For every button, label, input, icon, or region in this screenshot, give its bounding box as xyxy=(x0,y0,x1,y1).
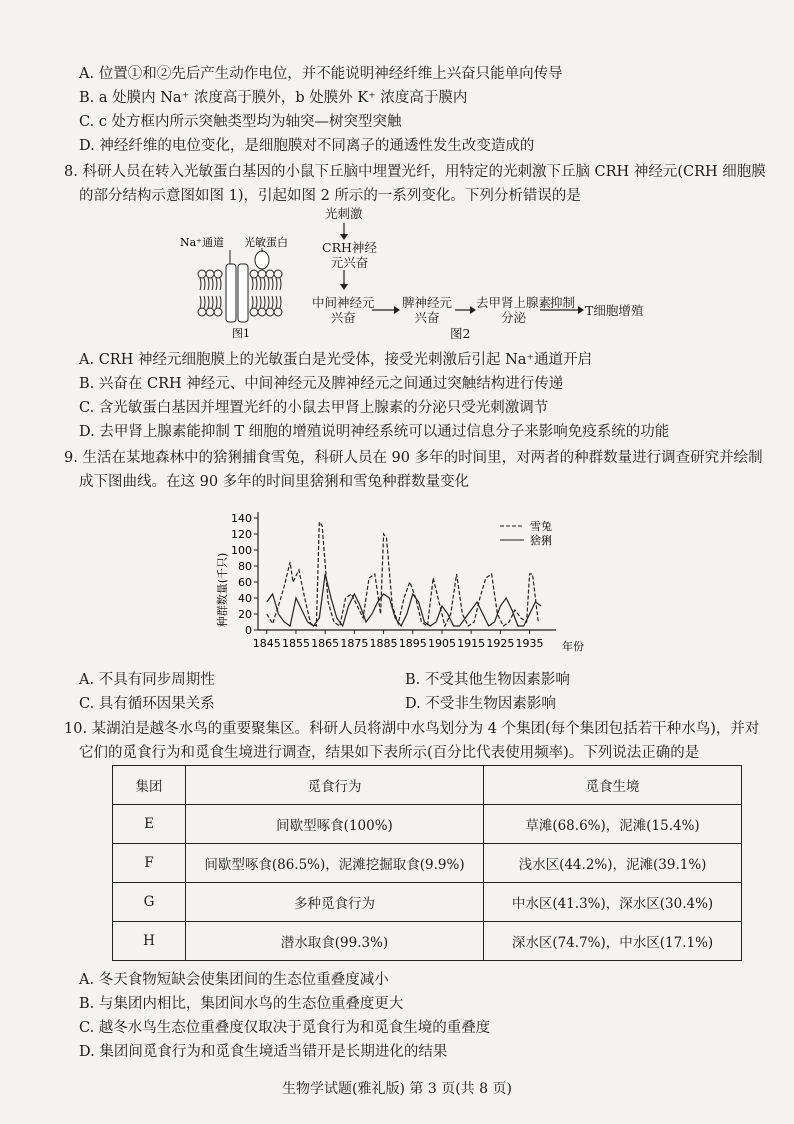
q9-stem: 9. 生活在某地森林中的猞猁捕食雪兔，科研人员在 90 多年的时间里，对两者的种群数量进行调查研究并绘制 xyxy=(64,450,763,466)
q8-option-a: A. CRH 神经元细胞膜上的光敏蛋白是光受体，接受光刺激后引起 Na⁺通道开启 xyxy=(79,352,593,368)
y-tick-label: 60 xyxy=(238,576,252,589)
y-tick-label: 140 xyxy=(231,512,252,525)
header-group: 集团 xyxy=(113,766,186,805)
norepinephrine-node: 去甲肾上腺素 分泌 xyxy=(476,295,552,325)
q9-option-b: B. 不受其他生物因素影响 xyxy=(405,672,570,688)
q9-option-a: A. 不具有同步周期性 xyxy=(79,672,215,688)
figure-1-caption: 图1 xyxy=(232,327,250,340)
x-tick-label: 1845 xyxy=(252,637,281,650)
foraging-table xyxy=(112,765,742,961)
x-tick-label: 1905 xyxy=(427,637,456,650)
q9-option-c: C. 具有循环因果关系 xyxy=(79,696,215,712)
photosensitive-protein-label: 光敏蛋白 xyxy=(244,236,288,249)
table-header-row xyxy=(113,766,742,805)
y-tick-label: 120 xyxy=(231,528,252,541)
q10-option-b: B. 与集团内相比，集团间水鸟的生态位重叠度更大 xyxy=(79,996,404,1012)
y-tick-label: 20 xyxy=(238,608,252,621)
y-axis-label: 种群数量(千只) xyxy=(216,552,229,628)
header-behavior: 觅食行为 xyxy=(186,766,484,805)
x-tick-label: 1875 xyxy=(340,637,369,650)
table-row: G 多种觅食行为 中水区(41.3%)，深水区(30.4%) xyxy=(113,883,742,922)
chart-legend xyxy=(500,519,552,547)
y-tick-label: 0 xyxy=(245,624,252,637)
x-tick-label: 1885 xyxy=(369,637,398,650)
q10-stem: 10. 某湖泊是越冬水鸟的重要聚集区。科研人员将湖中水鸟划分为 4 个集团(每个集团包括若干种水鸟)，并对 xyxy=(64,721,760,737)
figure-2-caption: 图2 xyxy=(450,326,471,341)
pathway-flowchart xyxy=(300,206,644,341)
x-tick-label: 1865 xyxy=(311,637,340,650)
na-channel-shape xyxy=(226,264,248,322)
q8-stem-cont: 的部分结构示意图如图 1)，引起如图 2 所示的一系列变化。下列分析错误的是 xyxy=(79,188,581,204)
t-cell-node: T细胞增殖 xyxy=(585,303,644,318)
y-tick-label: 80 xyxy=(238,560,252,573)
q8-stem: 8. 科研人员在转入光敏蛋白基因的小鼠下丘脑中埋置光纤，用特定的光刺激下丘脑 CRH 神经元(CRH 细胞膜 xyxy=(64,164,766,180)
chart-axes xyxy=(231,512,556,650)
q9-option-d: D. 不受非生物因素影响 xyxy=(405,696,556,712)
x-tick-label: 1915 xyxy=(457,637,486,650)
q8-option-c: C. 含光敏蛋白基因并埋置光纤的小鼠去甲肾上腺素的分泌只受光刺激调节 xyxy=(79,400,549,416)
q10-option-d: D. 集团间觅食行为和觅食生境适当错开是长期进化的结果 xyxy=(79,1044,448,1060)
legend-hare: 雪兔 xyxy=(530,520,552,533)
q9-stem-cont: 成下图曲线。在这 90 多年的时间里猞猁和雪兔种群数量变化 xyxy=(79,474,470,490)
crh-neuron-node: CRH神经 元兴奋 xyxy=(322,240,377,270)
q7-option-d: D. 神经纤维的电位变化，是细胞膜对不同离子的通透性发生改变造成的 xyxy=(79,138,535,154)
inhibit-label: 抑制 xyxy=(550,295,576,310)
na-channel-label: Na⁺通道 xyxy=(180,236,224,249)
x-tick-label: 1935 xyxy=(515,637,544,650)
header-habitat: 觅食生境 xyxy=(484,766,742,805)
q7-option-c: C. c 处方框内所示突触类型均为轴突—树突型突触 xyxy=(79,114,402,130)
q10-stem-cont: 它们的觅食行为和觅食生境进行调查，结果如下表所示(百分比代表使用频率)。下列说法正确的是 xyxy=(79,745,700,761)
q7-option-a: A. 位置①和②先后产生动作电位，并不能说明神经纤维上兴奋只能单向传导 xyxy=(79,66,563,82)
series-line-hare xyxy=(267,522,539,626)
chart-plot xyxy=(267,522,541,626)
q7-option-b: B. a 处膜内 Na⁺ 浓度高于膜外，b 处膜外 K⁺ 浓度高于膜内 xyxy=(79,90,468,106)
photosensitive-protein-shape xyxy=(255,251,269,269)
y-tick-label: 100 xyxy=(231,544,252,557)
membrane-diagram xyxy=(180,236,300,340)
table-row: H 潜水取食(99.3%) 深水区(74.7%)，中水区(17.1%) xyxy=(113,922,742,961)
x-tick-label: 1855 xyxy=(281,637,310,650)
table-row: E 间歇型啄食(100%) 草滩(68.6%)，泥滩(15.4%) xyxy=(113,805,742,844)
x-tick-label: 1925 xyxy=(486,637,515,650)
legend-lynx: 猞猁 xyxy=(530,534,552,547)
table-row: F 间歇型啄食(86.5%)，泥滩挖掘取食(9.9%) 浅水区(44.2%)，泥滩(39.1%) xyxy=(113,844,742,883)
q10-option-a: A. 冬天食物短缺会使集团间的生态位重叠度减小 xyxy=(79,972,389,988)
population-chart xyxy=(210,500,600,660)
q8-option-b: B. 兴奋在 CRH 神经元、中间神经元及脾神经元之间通过突触结构进行传递 xyxy=(79,376,564,392)
q10-option-c: C. 越冬水鸟生态位重叠度仅取决于觅食行为和觅食生境的重叠度 xyxy=(79,1020,491,1036)
y-tick-label: 40 xyxy=(238,592,252,605)
x-axis-label: 年份 xyxy=(562,640,584,653)
interneuron-node: 中间神经元 兴奋 xyxy=(312,295,375,325)
q8-option-d: D. 去甲肾上腺素能抑制 T 细胞的增殖说明神经系统可以通过信息分子来影响免疫系统的功能 xyxy=(79,424,670,440)
page-footer: 生物学试题(雅礼版) 第 3 页(共 8 页) xyxy=(282,1081,512,1097)
x-tick-label: 1895 xyxy=(398,637,427,650)
splenic-neuron-node: 脾神经元 兴奋 xyxy=(402,295,453,325)
light-stimulus-label: 光刺激 xyxy=(325,206,363,221)
